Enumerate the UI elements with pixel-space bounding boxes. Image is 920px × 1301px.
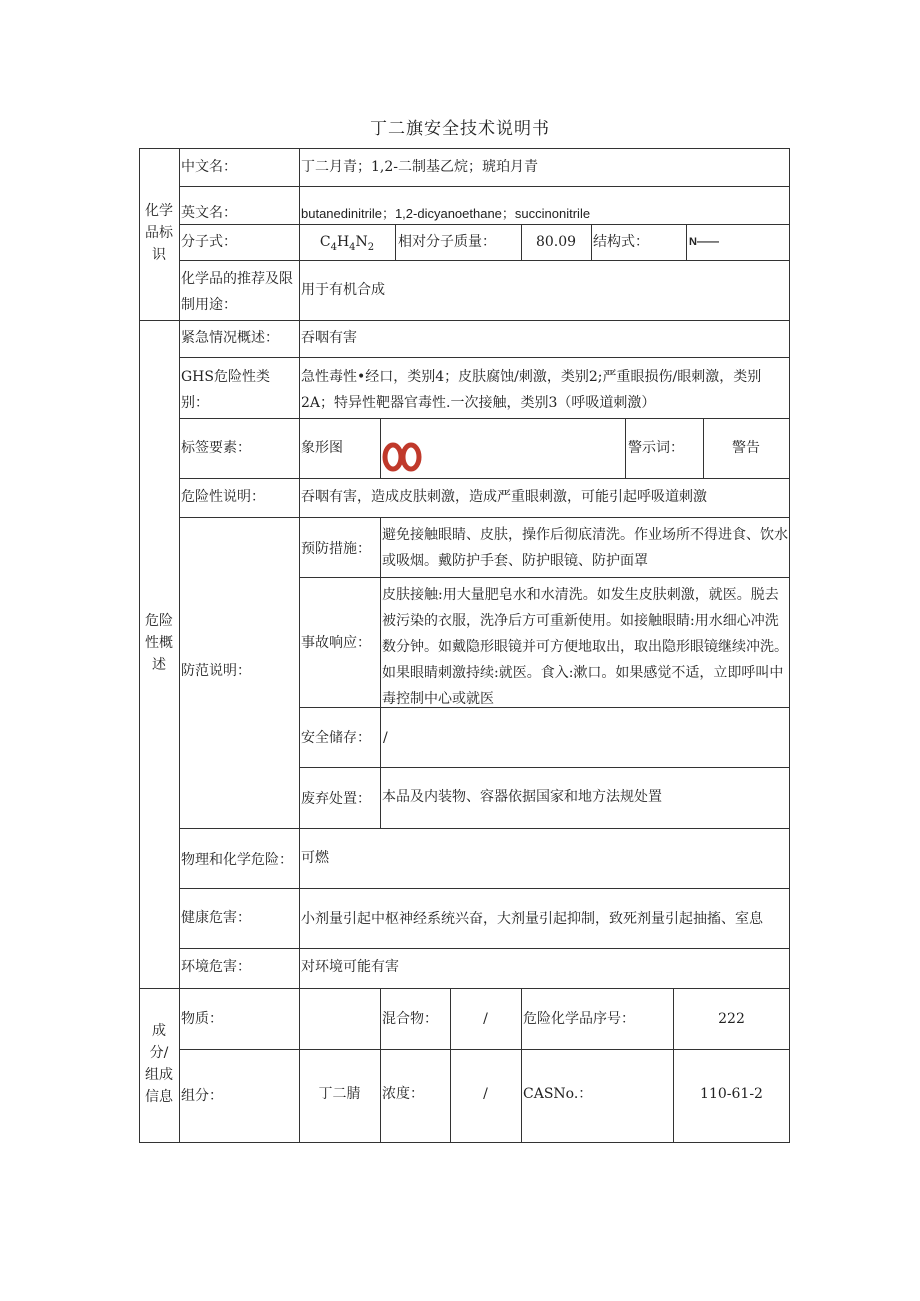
row-divider — [299, 767, 790, 768]
row-divider — [299, 577, 790, 578]
formula-label: 分子式： — [181, 234, 237, 250]
cas-value: 110-61-2 — [700, 1086, 763, 1102]
section-divider — [139, 320, 790, 321]
row-divider — [179, 828, 790, 829]
disposal-value: 本品及内装物、容器依据国家和地方法规处置 — [382, 789, 662, 805]
row-divider — [179, 418, 790, 419]
row-divider — [179, 260, 790, 261]
col-divider — [686, 224, 687, 260]
document-title: 丁二旗安全技术说明书 — [370, 119, 550, 139]
mw-value: 80.09 — [535, 234, 577, 250]
col-divider — [395, 224, 396, 260]
health-label: 健康危害： — [181, 910, 251, 926]
col-divider — [625, 418, 626, 478]
hazard-statement-value: 吞咽有害，造成皮肤刺激，造成严重眼刺激，可能引起呼吸道刺激 — [301, 489, 707, 505]
storage-label: 安全储存： — [301, 730, 371, 746]
signal-word-value: 警告 — [732, 440, 760, 456]
signal-word-label: 警示词： — [628, 440, 684, 456]
row-divider — [179, 1049, 790, 1050]
formula-value — [299, 232, 395, 258]
mw-label: 相对分子质量： — [398, 234, 496, 250]
cas-label: CASNo.： — [523, 1086, 593, 1102]
formula-element-c: C — [319, 234, 331, 250]
row-divider — [179, 186, 790, 187]
emergency-value: 吞咽有害 — [301, 330, 357, 346]
ghs-label: GHS危险性类别： — [181, 369, 270, 411]
row-divider — [179, 888, 790, 889]
en-name-value: butanedinitrile；1,2-dicyanoethane；succinonitrile — [301, 206, 591, 221]
section-composition: 成分/组成信息 — [145, 1023, 173, 1105]
structure-value: N—— — [689, 236, 719, 248]
precaution-label: 防范说明： — [181, 663, 251, 679]
env-value: 对环境可能有害 — [301, 959, 399, 975]
physchem-value: 可燃 — [301, 850, 329, 866]
mixture-label: 混合物： — [382, 1011, 438, 1027]
en-name-label: 英文名： — [181, 205, 237, 221]
component-label: 组分： — [181, 1088, 223, 1104]
structure-label: 结构式： — [593, 234, 649, 250]
storage-value: / — [383, 730, 388, 746]
section-hazard: 危险性概述 — [145, 613, 173, 673]
disposal-label: 废弃处置： — [301, 791, 371, 807]
use-label: 化学品的推荐及限制用途： — [181, 271, 293, 313]
col-divider — [299, 988, 300, 1143]
component-value: 丁二腈 — [318, 1086, 361, 1102]
label-elements-label: 标签要素： — [181, 440, 251, 456]
col-divider — [380, 517, 381, 828]
row-divider — [179, 948, 790, 949]
section-divider — [139, 988, 790, 989]
hazchem-index-value: 222 — [718, 1011, 745, 1027]
ghs-value: 急性毒性•经口，类别4；皮肤腐蚀/刺激，类别2;严重眼损伤/眼刺激，类别2A；特异性靶器官毒性.一次接触，类别3（呼吸道刺激） — [301, 369, 762, 411]
col-divider — [299, 320, 300, 988]
col-divider — [591, 224, 592, 260]
row-divider — [179, 224, 790, 225]
health-value: 小剂量引起中枢神经系统兴奋，大剂量引起抑制，致死剂量引起抽搐、室息 — [301, 911, 763, 927]
mixture-value: / — [483, 1011, 488, 1027]
cn-name-label: 中文名： — [181, 159, 237, 175]
section-label-divider — [179, 148, 180, 1143]
emergency-label: 紧急情况概述： — [181, 330, 279, 346]
exclamation-pictogram-icon — [382, 442, 422, 472]
env-label: 环境危害： — [181, 959, 251, 975]
physchem-label: 物理和化学危险： — [181, 852, 293, 868]
col-divider — [380, 418, 381, 478]
response-label: 事故响应： — [301, 635, 371, 651]
pictogram-label: 象形图 — [301, 440, 343, 456]
formula-count: 4 — [330, 241, 337, 253]
formula-element-n: N — [355, 234, 368, 250]
concentration-value: / — [483, 1086, 488, 1102]
row-divider — [179, 517, 790, 518]
col-divider — [380, 988, 381, 1143]
row-divider — [179, 357, 790, 358]
cn-name-value: 丁二月青；1,2-二制基乙烷；琥珀月青 — [301, 159, 538, 175]
row-divider — [179, 478, 790, 479]
formula-count: 4 — [349, 241, 356, 253]
section-identification: 化学品标识 — [145, 203, 173, 263]
formula-element-h: H — [336, 234, 350, 250]
prevention-label: 预防措施： — [301, 541, 371, 557]
use-value: 用于有机合成 — [301, 282, 385, 298]
col-divider — [521, 988, 522, 1143]
formula-count: 2 — [367, 241, 375, 253]
prevention-value: 避免接触眼睛、皮肤，操作后彻底清洗。作业场所不得进食、饮水或吸烟。戴防护手套、防护眼镜、防护面罩 — [382, 527, 788, 569]
hazard-statement-label: 危险性说明： — [181, 489, 265, 505]
concentration-label: 浓度： — [382, 1086, 424, 1102]
substance-label: 物质： — [181, 1011, 223, 1027]
hazchem-index-label: 危险化学品序号： — [523, 1011, 635, 1027]
response-value: 皮肤接触:用大量肥皂水和水清洗。如发生皮肤刺激，就医。脱去被污染的衣服，洗净后方可重新使用。如接触眼睛:用水细心冲洗数分钟。如戴隐形眼镜并可方便地取出，取出隐形眼镜继续冲洗。如果眼睛刺激持续:就医。食入:漱口。如果感觉不适，立即呼叫中毒控制中心或就医 — [382, 587, 788, 707]
